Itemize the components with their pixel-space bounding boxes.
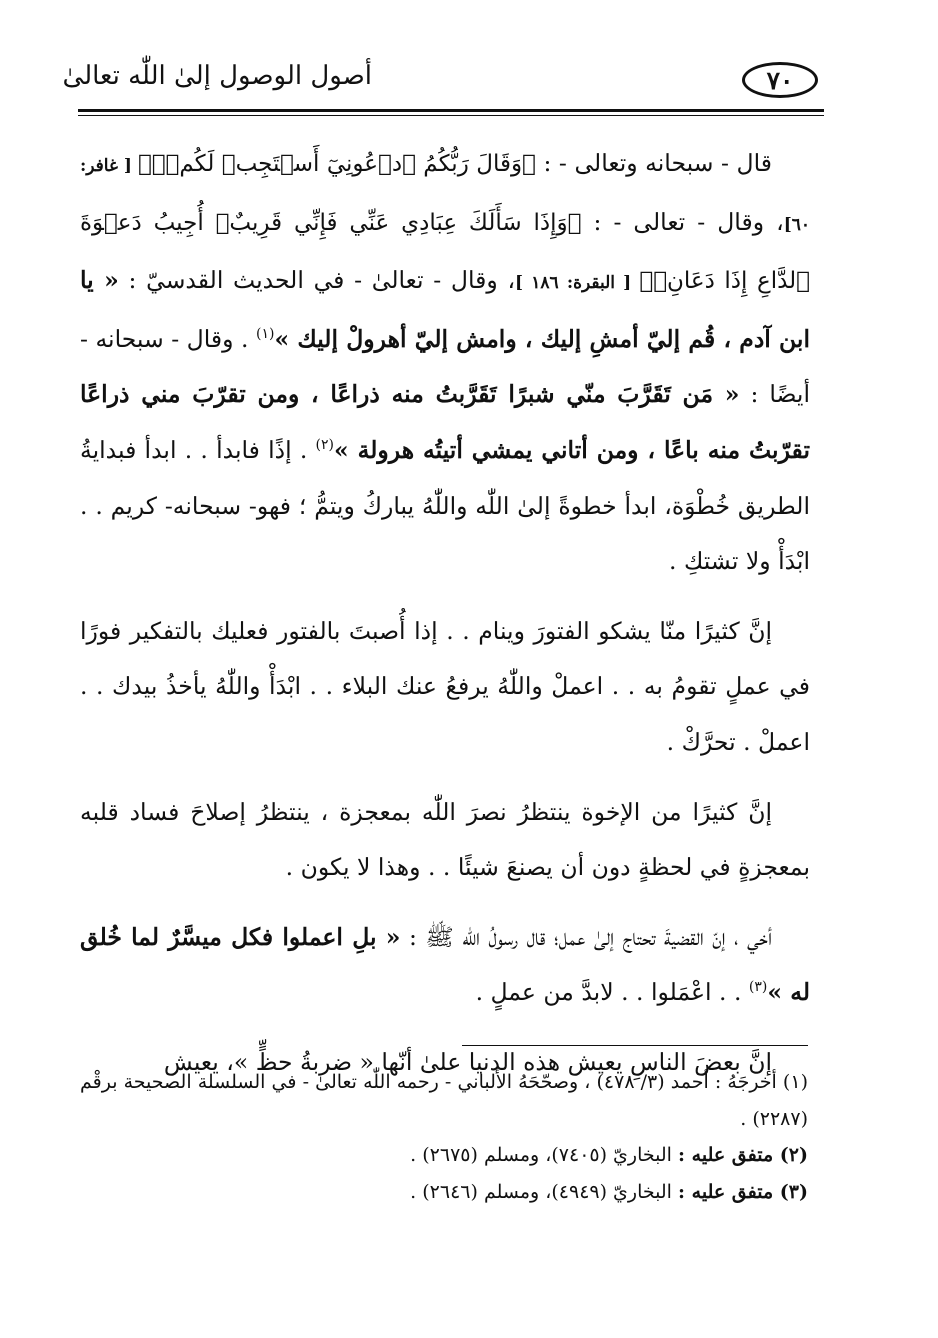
footnote-separator [462, 1045, 808, 1046]
footnote-marker: (١) [256, 325, 275, 342]
header-rule-thick [78, 109, 824, 112]
footnote-2 [80, 1137, 808, 1174]
footnote-text: البخاريّ (٤٩٤٩)، ومسلم (٢٦٤٦) . [410, 1180, 679, 1203]
footnote-label: (٣) متفق عليه : [678, 1180, 808, 1203]
text-run: أخي ، إنّ القضيةَ تحتاج إلىٰ عمل؛ قال رسولُ اللّٰه ﷺ : [400, 922, 772, 951]
paragraph-3: إنَّ كثيرًا من الإخوة ينتظرُ نصرَ اللّٰه بمعجزة ، ينتظرُ إصلاحَ فساد قلبه بمعجزةٍ في لحظةٍ دون أن يصنعَ شيئًا . . وهذا لا يكون . [80, 797, 810, 882]
hadith-quote: « مَن تَقَرَّبَ منّي شبرًا تَقَرَّبتُ منه ذراعًا ، ومن تقرّبَ مني ذراعًا تقرّبتُ منه باعًا ، ومن أتاني يمشي أتيتُه هرولة » [80, 380, 810, 464]
hadith-quote: « بلِ اعملوا فكل ميسَّرٌ لما خُلق له » [80, 922, 810, 1007]
footnote-marker: (٣) [748, 979, 768, 996]
text-run: . . اعْمَلوا . . لابدَّ من عملٍ . [475, 978, 749, 1007]
verse-reference: [ البقرة: ١٨٦ ] [515, 273, 640, 294]
header-rule-thin [78, 115, 824, 116]
quran-verse-baqarah: ﴿وَإِذَا سَأَلَكَ عِبَادِي عَنِّي فَإِنِّي قَرِيبٌۖ أُجِيبُ دَعۡوَةَ ٱلدَّاعِ إِذَا دَعَانِۖ﴾ [80, 209, 810, 295]
footnote-3 [80, 1174, 808, 1211]
text-run: . وقال - سبحانه - أيضًا : [80, 324, 811, 409]
page-number: ٧٠ [742, 62, 818, 98]
main-text [80, 136, 810, 1105]
footnote-text: البخاريّ (٧٤٠٥)، ومسلم (٢٦٧٥) . [410, 1144, 679, 1166]
footnote-1: (١) أخرجَهُ : أحمد (٣/ ٤٧٨) ، وصحّحَهُ الألباني - رحمه اللّٰه تعالىٰ - في السلسلة الصحيحة برقْم (٢٢٨٧) . [80, 1071, 808, 1130]
hadith-quote: « يا ابن آدم ، قُم إليّ أمشِ إليك ، وامش إليّ أهرولْ إليك » [80, 266, 810, 353]
text-run: قال - سبحانه وتعالى - : [535, 149, 772, 177]
paragraph-5: إنَّ بعضَ الناسِ يعيش هذه الدنيا علىٰ أنّها « ضربةُ حظٍّ »، يعيش [163, 1047, 772, 1076]
book-title: أصول الوصول إلىٰ اللّٰه تعالىٰ [62, 61, 372, 91]
verse-reference: [ غافر: ٦٠] [80, 156, 810, 235]
footnote-marker: (٢) [315, 437, 334, 454]
paragraph-1 [80, 136, 810, 590]
paragraph-2: إنَّ كثيرًا منّا يشكو الفتورَ وينام . . إذا أُصبتَ بالفتور فعليك بالتفكير فورًا في عملٍ تقومُ به . . اعملْ واللّٰهُ يرفعُ عنك البلاء . . ابْدَأْ واللّٰهُ يأخذُ بيدك . . اعملْ . تحرَّكْ . [80, 616, 810, 756]
text-run: ، وقال - تعالى - : [581, 207, 784, 236]
text-run: . إذًا فابدأ . . ابدأ فبدايةُ الطريق خُطْوَة، ابدأ خطوةً إلىٰ اللّٰه واللّٰهُ يباركُ ويتمُّ ؛ فهو- سبحانه- كريم . . ابْدَأْ ولا تشتكِ . [80, 435, 810, 576]
running-header [62, 40, 824, 118]
paragraph-4 [80, 910, 810, 1021]
footnote-label: (٢) متفق عليه : [678, 1144, 808, 1166]
text-run: ، وقال - تعالىٰ - في الحديث القدسيّ : [118, 266, 516, 295]
footnotes [80, 1064, 808, 1210]
quran-verse-ghafir: ﴿وَقَالَ رَبُّكُمُ ٱدۡعُونِيٓ أَسۡتَجِبۡ لَكُمۡۚ﴾ [137, 151, 536, 177]
